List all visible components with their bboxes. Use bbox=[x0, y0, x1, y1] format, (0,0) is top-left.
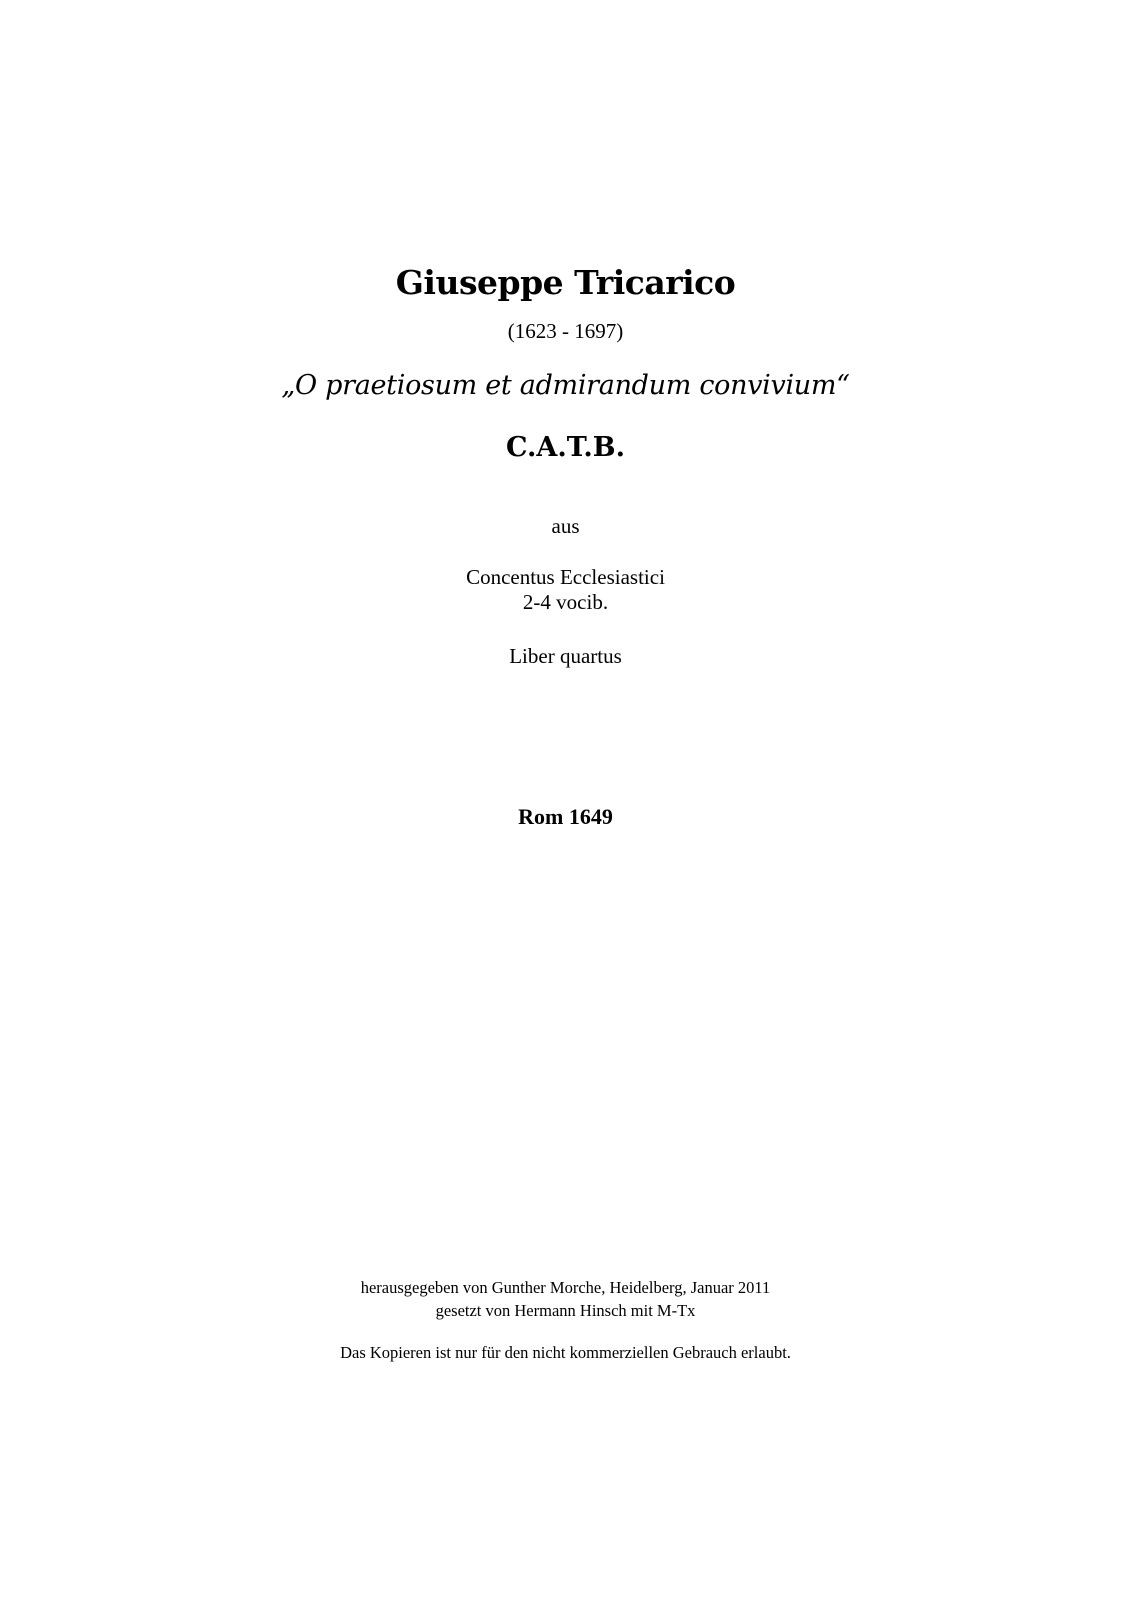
from-label: aus bbox=[551, 514, 580, 538]
voicing: C.A.T.B. bbox=[506, 432, 625, 463]
source-book: Liber quartus bbox=[509, 644, 622, 668]
work-title: „O praetiosum et admirandum convivium“ bbox=[281, 370, 850, 401]
source-title: Concentus Ecclesiastici bbox=[466, 565, 665, 589]
typesetter-credit: gesetzt von Hermann Hinsch mit M-Tx bbox=[435, 1301, 696, 1320]
editor-credit: herausgegeben von Gunther Morche, Heidelberg, Januar 2011 bbox=[360, 1278, 771, 1297]
copyright-notice: Das Kopieren ist nur für den nicht kommerziellen Gebrauch erlaubt. bbox=[340, 1343, 791, 1362]
composer-life-dates: (1623 - 1697) bbox=[507, 319, 624, 343]
place-and-date: Rom 1649 bbox=[518, 804, 613, 829]
source-voices: 2-4 vocib. bbox=[522, 590, 609, 614]
composer-name: Giuseppe Tricarico bbox=[395, 263, 736, 302]
